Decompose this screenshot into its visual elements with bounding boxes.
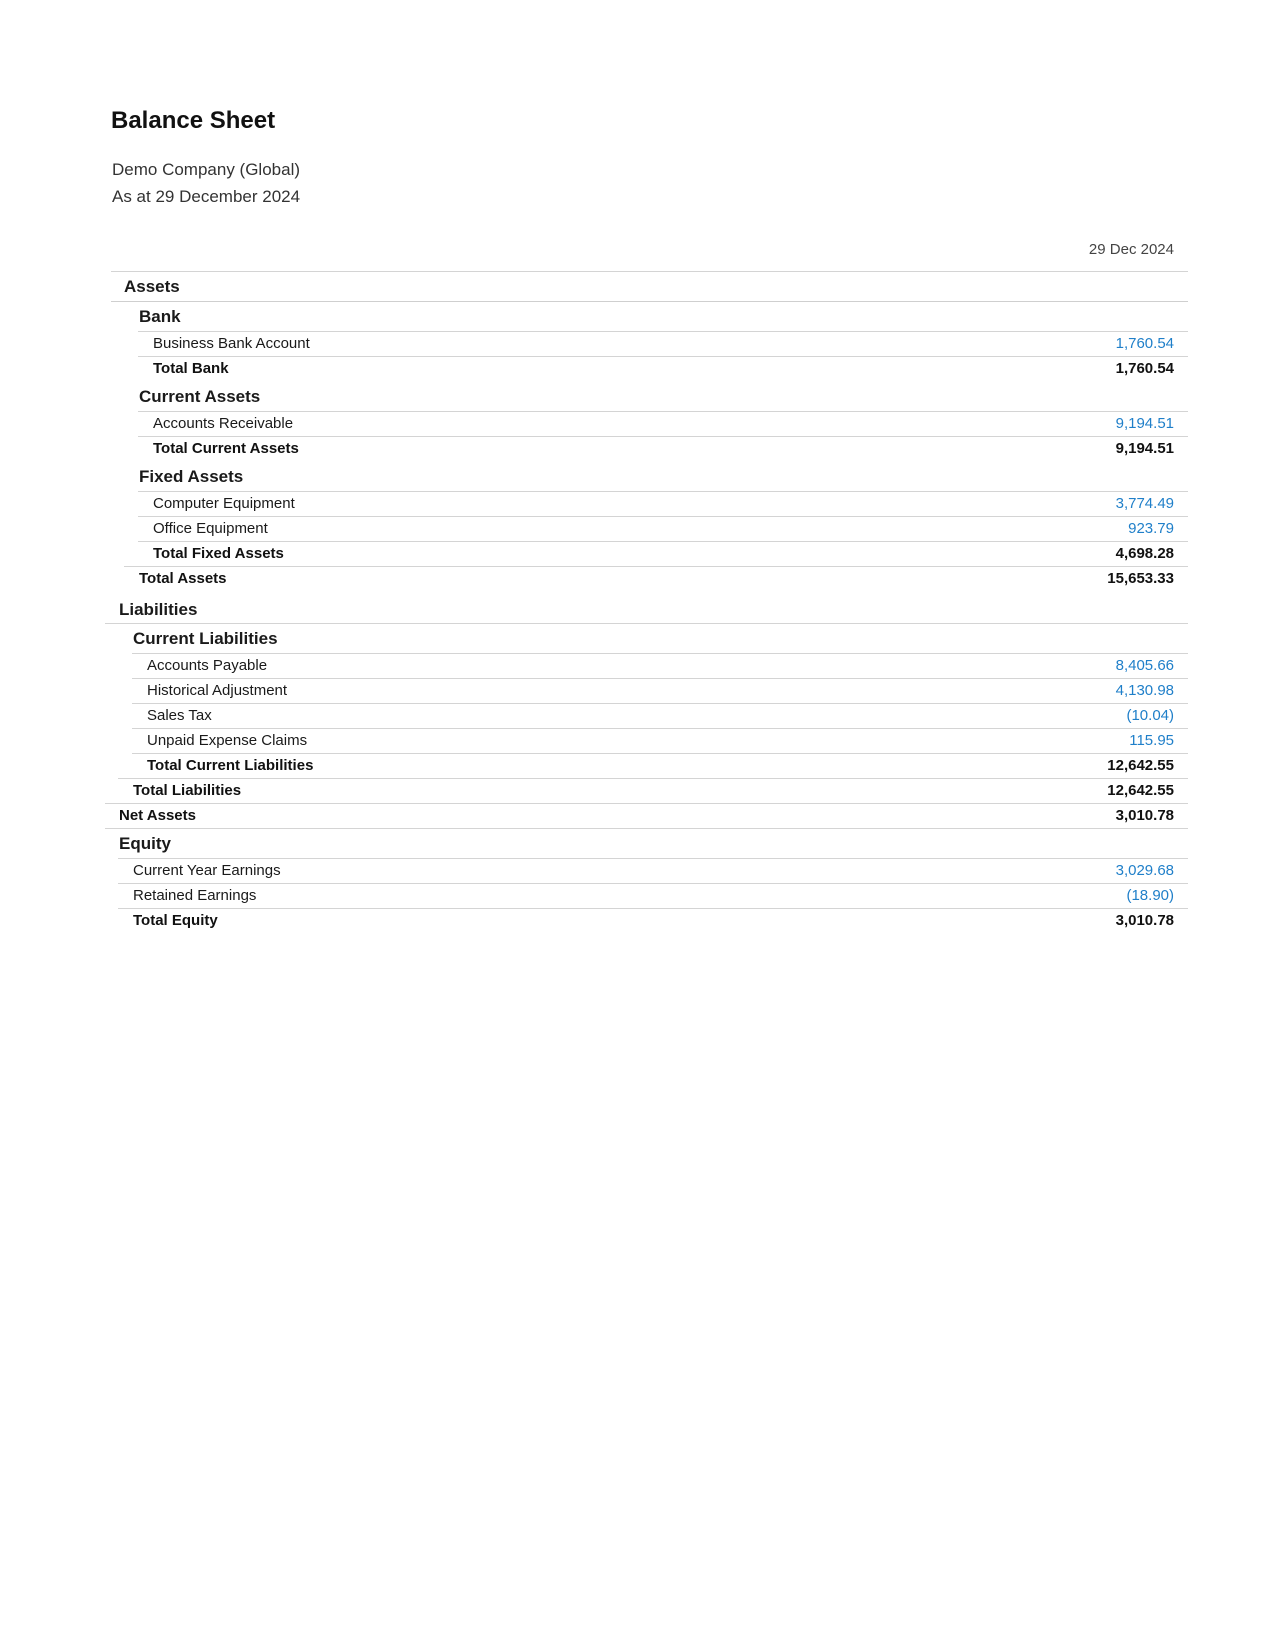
- account-label: Historical Adjustment: [147, 682, 288, 699]
- section-heading-liabilities: [105, 591, 1188, 623]
- total-row-liabilities: [118, 778, 1188, 803]
- group-heading-fixed-assets: [138, 461, 1188, 491]
- account-label: Retained Earnings: [133, 887, 257, 904]
- section-heading-label: Assets: [124, 277, 180, 296]
- account-row: [132, 653, 1188, 678]
- company-name: Demo Company (Global): [112, 160, 301, 179]
- account-label: Current Year Earnings: [133, 862, 281, 879]
- account-row: [132, 728, 1188, 753]
- report-date: As at 29 December 2024: [112, 187, 301, 206]
- account-amount-link[interactable]: 9,194.51: [1115, 415, 1174, 432]
- total-row-fixed-assets: [138, 541, 1188, 566]
- total-label: Total Current Assets: [153, 440, 299, 457]
- account-amount-link[interactable]: 4,130.98: [1115, 682, 1174, 699]
- total-amount: 3,010.78: [1115, 912, 1174, 929]
- total-label: Total Bank: [153, 360, 229, 377]
- total-row-equity: [118, 908, 1188, 933]
- section-heading-label: Liabilities: [119, 600, 198, 619]
- group-heading-label: Fixed Assets: [139, 467, 244, 486]
- total-label: Total Fixed Assets: [153, 545, 284, 562]
- section-heading-label: Equity: [119, 834, 171, 853]
- account-row: [138, 491, 1188, 516]
- group-heading-bank: [111, 301, 1188, 331]
- total-label: Total Current Liabilities: [147, 757, 314, 774]
- net-assets-row: [105, 803, 1188, 828]
- account-row: [138, 516, 1188, 541]
- account-amount-link[interactable]: (18.90): [1126, 887, 1174, 904]
- account-label: Sales Tax: [147, 707, 212, 724]
- account-label: Unpaid Expense Claims: [147, 732, 308, 749]
- account-label: Office Equipment: [153, 520, 268, 537]
- total-amount: 15,653.33: [1107, 570, 1174, 587]
- total-row-assets: [124, 566, 1188, 591]
- account-row: [132, 703, 1188, 728]
- net-assets-label: Net Assets: [119, 807, 196, 824]
- account-row: [138, 411, 1188, 436]
- account-amount-link[interactable]: 3,029.68: [1115, 862, 1174, 879]
- section-heading-equity: [105, 828, 1188, 858]
- account-label: Accounts Receivable: [153, 415, 294, 432]
- group-heading-label: Current Assets: [139, 387, 261, 406]
- total-label: Total Equity: [133, 912, 218, 929]
- group-heading-current-assets: [138, 381, 1188, 411]
- total-amount: 4,698.28: [1115, 545, 1174, 562]
- account-label: Computer Equipment: [153, 495, 295, 512]
- group-heading-current-liabilities: [105, 623, 1188, 653]
- account-row: [132, 678, 1188, 703]
- account-amount-link[interactable]: (10.04): [1126, 707, 1174, 724]
- account-row: [118, 883, 1188, 908]
- account-amount-link[interactable]: 8,405.66: [1115, 657, 1174, 674]
- total-amount: 9,194.51: [1115, 440, 1174, 457]
- column-header-date: 29 Dec 2024: [1088, 241, 1174, 258]
- group-heading-label: Bank: [139, 307, 181, 326]
- account-amount-link[interactable]: 923.79: [1128, 520, 1174, 537]
- section-heading-assets: [111, 271, 1188, 301]
- account-amount-link[interactable]: 115.95: [1129, 732, 1174, 749]
- report-title: Balance Sheet: [111, 107, 276, 134]
- total-label: Total Assets: [139, 570, 227, 587]
- total-amount: 12,642.55: [1107, 782, 1174, 799]
- total-label: Total Liabilities: [133, 782, 242, 799]
- total-amount: 12,642.55: [1107, 757, 1174, 774]
- total-row-current-liabilities: [132, 753, 1188, 778]
- total-row-bank: [138, 356, 1188, 381]
- account-label: Business Bank Account: [153, 335, 310, 352]
- account-label: Accounts Payable: [147, 657, 268, 674]
- total-row-current-assets: [138, 436, 1188, 461]
- group-heading-label: Current Liabilities: [133, 629, 278, 648]
- account-row: [118, 858, 1188, 883]
- account-amount-link[interactable]: 1,760.54: [1115, 335, 1174, 352]
- account-row: [138, 331, 1188, 356]
- account-amount-link[interactable]: 3,774.49: [1115, 495, 1174, 512]
- net-assets-amount: 3,010.78: [1115, 807, 1174, 824]
- total-amount: 1,760.54: [1115, 360, 1174, 377]
